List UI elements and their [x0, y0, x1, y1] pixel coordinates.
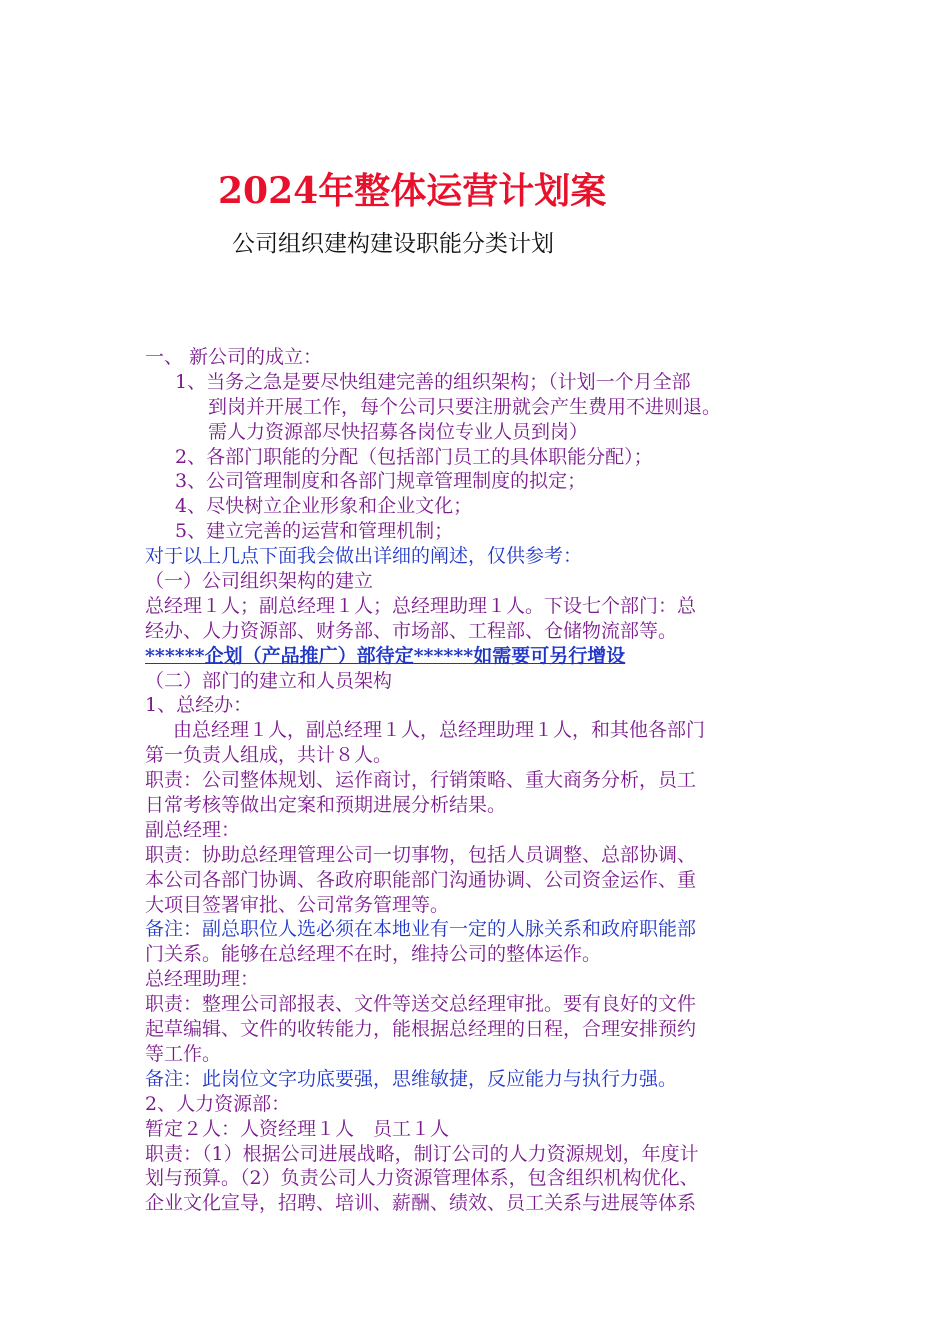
duty-line: 本公司各部门协调、各政府职能部门沟通协调、公司资金运作、重 — [145, 868, 697, 891]
duty-line: 企业文化宣导，招聘、培训、薪酬、绩效、员工关系与进展等体系 — [145, 1192, 697, 1215]
document-title: 2024年整体运营计划案 — [218, 170, 607, 212]
duty-line: 大项目签署审批、公司常务管理等。 — [145, 893, 450, 916]
document-body — [145, 345, 815, 1216]
paragraph-line: 门关系。能够在总经理不在时，维持公司的整体运作。 — [145, 943, 602, 966]
duty-line: 职责：整理公司部报表、文件等送交总经理审批。要有良好的文件 — [145, 993, 697, 1016]
list-item-1-cont: 需人力资源部尽快招募各岗位专业人员到岗） — [208, 420, 589, 443]
list-item-5: 5、建立完善的运营和管理机制； — [175, 520, 454, 543]
duty-line: 等工作。 — [145, 1042, 222, 1065]
role-heading-gm-assistant: 总经理助理： — [145, 968, 260, 991]
remark-line: 备注：此岗位文字功底要强，思维敏捷，反应能力与执行力强。 — [145, 1067, 678, 1090]
intro-note: 对于以上几点下面我会做出详细的阐述，仅供参考： — [145, 545, 583, 568]
role-heading-deputy-gm: 副总经理： — [145, 818, 241, 841]
paragraph-line: 总经理１人；副总经理１人；总经理助理１人。下设七个部门：总 — [145, 594, 697, 617]
dept-heading-hr: 2、人力资源部： — [145, 1092, 291, 1115]
duty-line: 划与预算。（2）负责公司人力资源管理体系，包含组织机构优化、 — [145, 1167, 699, 1190]
subsection-heading-departments: （二）部门的建立和人员架构 — [145, 669, 393, 692]
document-subtitle: 公司组织建构建设职能分类计划 — [232, 231, 554, 257]
duty-line: 日常考核等做出定案和预期进展分析结果。 — [145, 794, 507, 817]
list-item-4: 4、尽快树立企业形象和企业文化； — [175, 495, 473, 518]
list-item-1-cont: 到岗并开展工作，每个公司只要注册就会产生费用不进则退。 — [208, 395, 722, 418]
subsection-heading-org-structure: （一）公司组织架构的建立 — [145, 570, 374, 593]
section-heading-new-company: 一、 新公司的成立： — [145, 346, 323, 368]
duty-line: 起草编辑、文件的收转能力，能根据总经理的日程，合理安排预约 — [145, 1018, 697, 1041]
paragraph-line: 由总经理１人，副总经理１人，总经理助理１人，和其他各部门 — [173, 719, 706, 742]
paragraph-line: 第一负责人组成，共计８人。 — [145, 744, 393, 767]
remark-line: 备注：副总职位人选必须在本地业有一定的人脉关系和政府职能部 — [145, 918, 697, 941]
duty-line: 职责：协助总经理管理公司一切事物，包括人员调整、总部协调、 — [145, 843, 697, 866]
dept-heading-general-office: 1、总经办： — [145, 694, 253, 717]
duty-line: 职责：公司整体规划、运作商讨，行销策略、重大商务分析，员工 — [145, 769, 697, 792]
duty-line: 职责：（1）根据公司进展战略，制订公司的人力资源规划，年度计 — [145, 1142, 699, 1165]
staffing-line: 暂定２人：人资经理１人 员工１人 — [145, 1117, 450, 1140]
list-item-2: 2、各部门职能的分配（包括部门员工的具体职能分配）； — [175, 445, 653, 468]
list-item-3: 3、公司管理制度和各部门规章管理制度的拟定； — [175, 470, 587, 493]
paragraph-line: 经办、人力资源部、财务部、市场部、工程部、仓储物流部等。 — [145, 619, 678, 642]
list-item-1: 1、当务之急是要尽快组建完善的组织架构；（计划一个月全部 — [175, 370, 691, 393]
planning-dept-link[interactable]: ******企划（产品推广）部待定******如需要可另行增设 — [145, 644, 626, 667]
